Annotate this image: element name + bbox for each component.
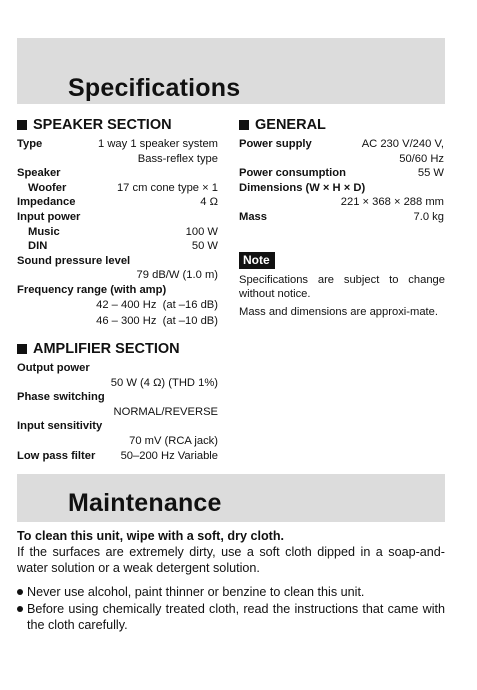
spec-row-mass: Mass 7.0 kg: [239, 210, 444, 223]
specifications-header-band: [17, 38, 445, 104]
bullet-dot-icon: [17, 589, 23, 595]
spec-input-power-label: Input power: [17, 210, 81, 223]
general-section-heading: GENERAL: [239, 116, 444, 134]
square-bullet-icon: [17, 344, 27, 354]
maintenance-body: [17, 528, 445, 634]
spec-spl-label: Sound pressure level: [17, 254, 131, 267]
spec-type-value-2: Bass-reflex type: [137, 152, 218, 165]
spec-dimensions-value: 221 × 368 × 288 mm: [340, 196, 444, 209]
list-item: Never use alcohol, paint thinner or benzine to clean this unit.: [17, 584, 445, 600]
spec-dimensions-label: Dimensions (W × H × D): [239, 181, 366, 194]
spec-freq-value-2: 46 – 300 Hz (at –10 dB): [96, 315, 218, 328]
note-section: [239, 252, 445, 322]
square-bullet-icon: [17, 120, 27, 130]
spec-input-sens-value: 70 mV (RCA jack): [129, 434, 218, 447]
spec-phase-value: NORMAL/REVERSE: [113, 405, 218, 418]
maintenance-paragraph: If the surfaces are extremely dirty, use a soft cloth dipped in a soap-and-water solution or a weak detergent solution.: [17, 545, 445, 575]
amplifier-section: [17, 340, 218, 463]
spec-row-din: DIN 50 W: [28, 240, 218, 253]
list-item: Before using chemically treated cloth, read the instructions that came with the cloth carefully.: [17, 601, 445, 633]
spec-row-power-supply: Power supply AC 230 V/240 V,: [239, 138, 444, 150]
spec-input-sens-label: Input sensitivity: [17, 420, 103, 433]
bullet-dot-icon: [17, 606, 23, 612]
spec-row-music: Music 100 W: [28, 225, 218, 238]
spec-output-power-label: Output power: [17, 362, 90, 374]
speaker-section-heading: SPEAKER SECTION: [17, 116, 218, 134]
spec-phase-label: Phase switching: [17, 391, 105, 404]
spec-spl-value: 79 dB/W (1.0 m): [136, 269, 218, 282]
square-bullet-icon: [239, 120, 249, 130]
maintenance-header-band: [17, 474, 445, 522]
spec-speaker-label: Speaker: [17, 167, 61, 180]
spec-power-supply-value-2: 50/60 Hz: [399, 152, 444, 165]
speaker-section: [17, 116, 218, 329]
general-section: [239, 116, 444, 225]
spec-row-impedance: Impedance 4 Ω: [17, 196, 218, 209]
maintenance-title: Maintenance: [68, 489, 222, 517]
spec-row-power-consumption: Power consumption 55 W: [239, 167, 444, 180]
spec-freq-value-1: 42 – 400 Hz (at –16 dB): [96, 298, 218, 311]
note-text-2: Mass and dimensions are approxi-mate.: [239, 305, 438, 318]
spec-row-lpf: Low pass filter 50–200 Hz Variable: [17, 449, 218, 462]
maintenance-bullet-list: [17, 584, 445, 633]
spec-freq-label: Frequency range (with amp): [17, 283, 167, 296]
amplifier-section-heading: AMPLIFIER SECTION: [17, 340, 218, 358]
spec-row-type: Type 1 way 1 speaker system: [17, 138, 218, 150]
spec-output-power-value: 50 W (4 Ω) (THD 1%): [110, 376, 218, 389]
maintenance-lead: To clean this unit, wipe with a soft, dry cloth.: [17, 529, 285, 543]
note-text-1: Specifications are subject to change without notice.: [239, 274, 445, 301]
specifications-title: Specifications: [68, 74, 241, 102]
spec-row-woofer: Woofer 17 cm cone type × 1: [28, 181, 218, 194]
note-badge: Note: [239, 252, 275, 269]
